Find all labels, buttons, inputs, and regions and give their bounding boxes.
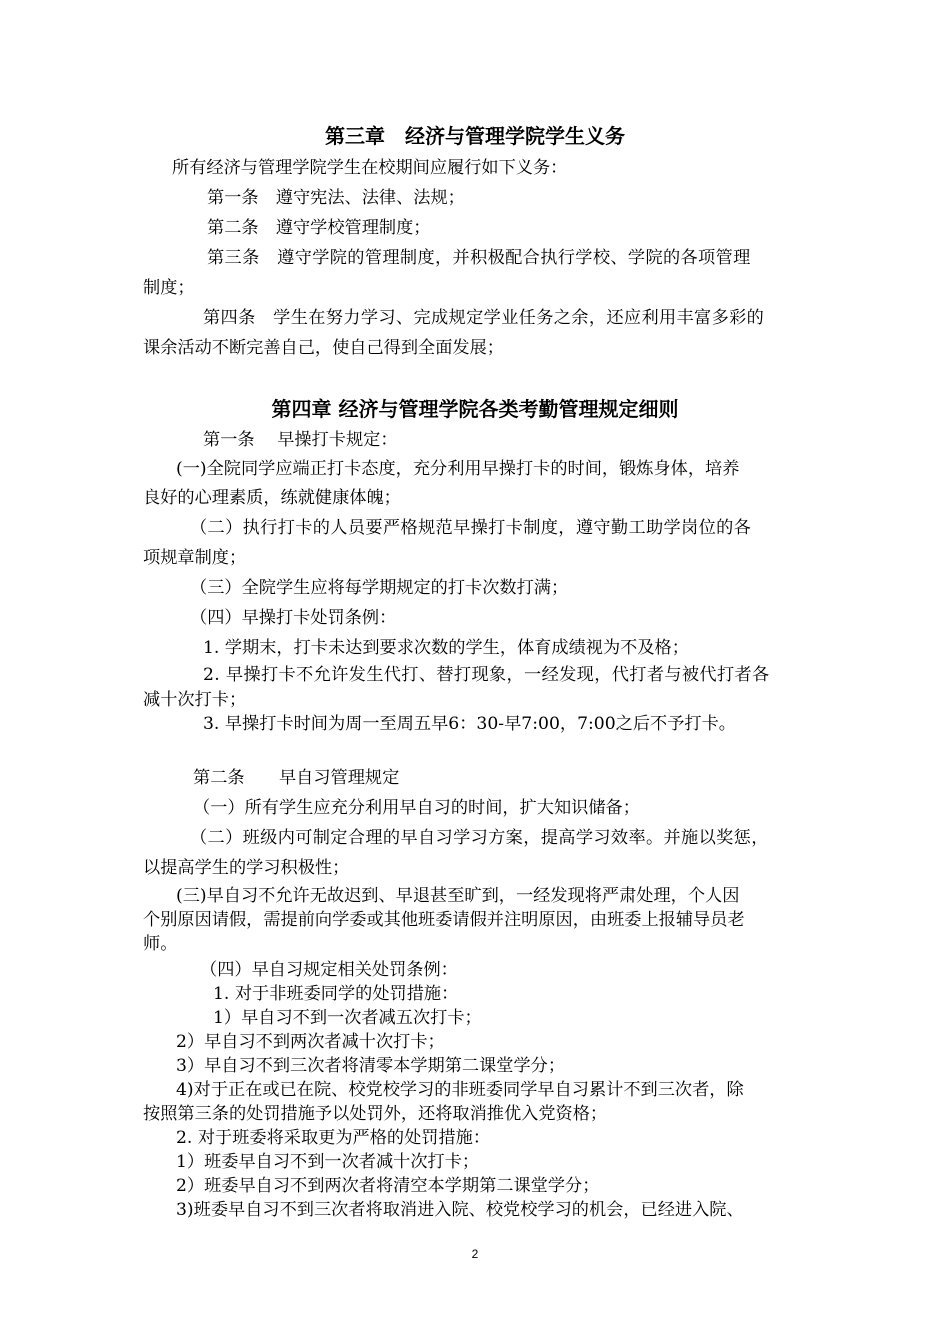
- section2-rule2-item2: 2）班委早自习不到两次者将清空本学期第二课堂学分；: [176, 1176, 600, 1196]
- chapter4-title: 第四章 经济与管理学院各类考勤管理规定细则: [271, 397, 679, 421]
- chapter3-title: 第三章 经济与管理学院学生义务: [325, 124, 625, 148]
- section2-para2-line1: （二）班级内可制定合理的早自习学习方案，提高学习效率。并施以奖惩，: [190, 828, 769, 848]
- section2-para3-line3: 师。: [143, 934, 178, 954]
- page-number: 2: [471, 1247, 479, 1261]
- section2-para3-line1: (三)早自习不允许无故迟到、早退甚至旷到，一经发现将严肃处理，个人因: [176, 886, 740, 906]
- section2-rule1-item1: 1）早自习不到一次者减五次打卡；: [213, 1008, 482, 1028]
- chapter3-article1: 第一条 遵守宪法、法律、法规；: [207, 188, 465, 208]
- chapter3-article4-line1: 第四条 学生在努力学习、完成规定学业任务之余，还应利用丰富多彩的: [203, 308, 765, 328]
- chapter3-intro: 所有经济与管理学院学生在校期间应履行如下义务：: [172, 158, 568, 178]
- section1-rule2-line2: 减十次打卡；: [143, 690, 247, 710]
- section2-para2-line2: 以提高学生的学习积极性；: [143, 858, 350, 878]
- section2-title: 第二条 早自习管理规定: [193, 768, 400, 788]
- section2-rule1-item2: 2）早自习不到两次者减十次打卡；: [176, 1032, 445, 1052]
- section1-para1-line2: 良好的心理素质，练就健康体魄；: [143, 488, 401, 508]
- section2-para4: （四）早自习规定相关处罚条例：: [200, 960, 458, 980]
- chapter3-article2: 第二条 遵守学校管理制度；: [207, 218, 431, 238]
- section2-rule2: 2. 对于班委将采取更为严格的处罚措施：: [176, 1128, 491, 1148]
- section1-rule1: 1. 学期末，打卡未达到要求次数的学生，体育成绩视为不及格；: [203, 638, 689, 658]
- section1-para2-line2: 项规章制度；: [143, 548, 247, 568]
- chapter3-article3-line1: 第三条 遵守学院的管理制度，并积极配合执行学校、学院的各项管理: [207, 248, 751, 268]
- section2-rule1: 1. 对于非班委同学的处罚措施：: [213, 984, 459, 1004]
- section1-para4: （四）早操打卡处罚条例：: [190, 608, 397, 628]
- section1-para1-line1: (一)全院同学应端正打卡态度，充分利用早操打卡的时间，锻炼身体，培养: [176, 459, 740, 479]
- section1-para3: （三）全院学生应将每学期规定的打卡次数打满；: [190, 578, 569, 598]
- section2-rule1-item3: 3）早自习不到三次者将清零本学期第二课堂学分；: [176, 1056, 566, 1076]
- section2-para1: （一）所有学生应充分利用早自习的时间，扩大知识储备；: [193, 798, 640, 818]
- section2-para3-line2: 个别原因请假，需提前向学委或其他班委请假并注明原因，由班委上报辅导员老: [143, 910, 745, 930]
- section1-rule2-line1: 2. 早操打卡不允许发生代打、替打现象，一经发现，代打者与被代打者各: [203, 665, 770, 685]
- section1-para2-line1: （二）执行打卡的人员要严格规范早操打卡制度，遵守勤工助学岗位的各: [190, 518, 752, 538]
- section2-rule2-item1: 1）班委早自习不到一次者减十次打卡；: [176, 1152, 480, 1172]
- section2-rule2-item3: 3)班委早自习不到三次者将取消进入院、校党校学习的机会，已经进入院、: [176, 1200, 744, 1220]
- section1-rule3: 3. 早操打卡时间为周一至周五早6：30-早7:00，7:00之后不予打卡。: [203, 714, 736, 734]
- chapter3-article4-line2: 课余活动不断完善自己，使自己得到全面发展；: [143, 338, 504, 358]
- section1-title: 第一条 早操打卡规定：: [203, 430, 398, 450]
- chapter3-article3-line2: 制度；: [143, 278, 195, 298]
- section2-rule1-item4-line1: 4)对于正在或已在院、校党校学习的非班委同学早自习累计不到三次者，除: [176, 1080, 744, 1100]
- section2-rule1-item4-line2: 按照第三条的处罚措施予以处罚外，还将取消推优入党资格；: [143, 1104, 608, 1124]
